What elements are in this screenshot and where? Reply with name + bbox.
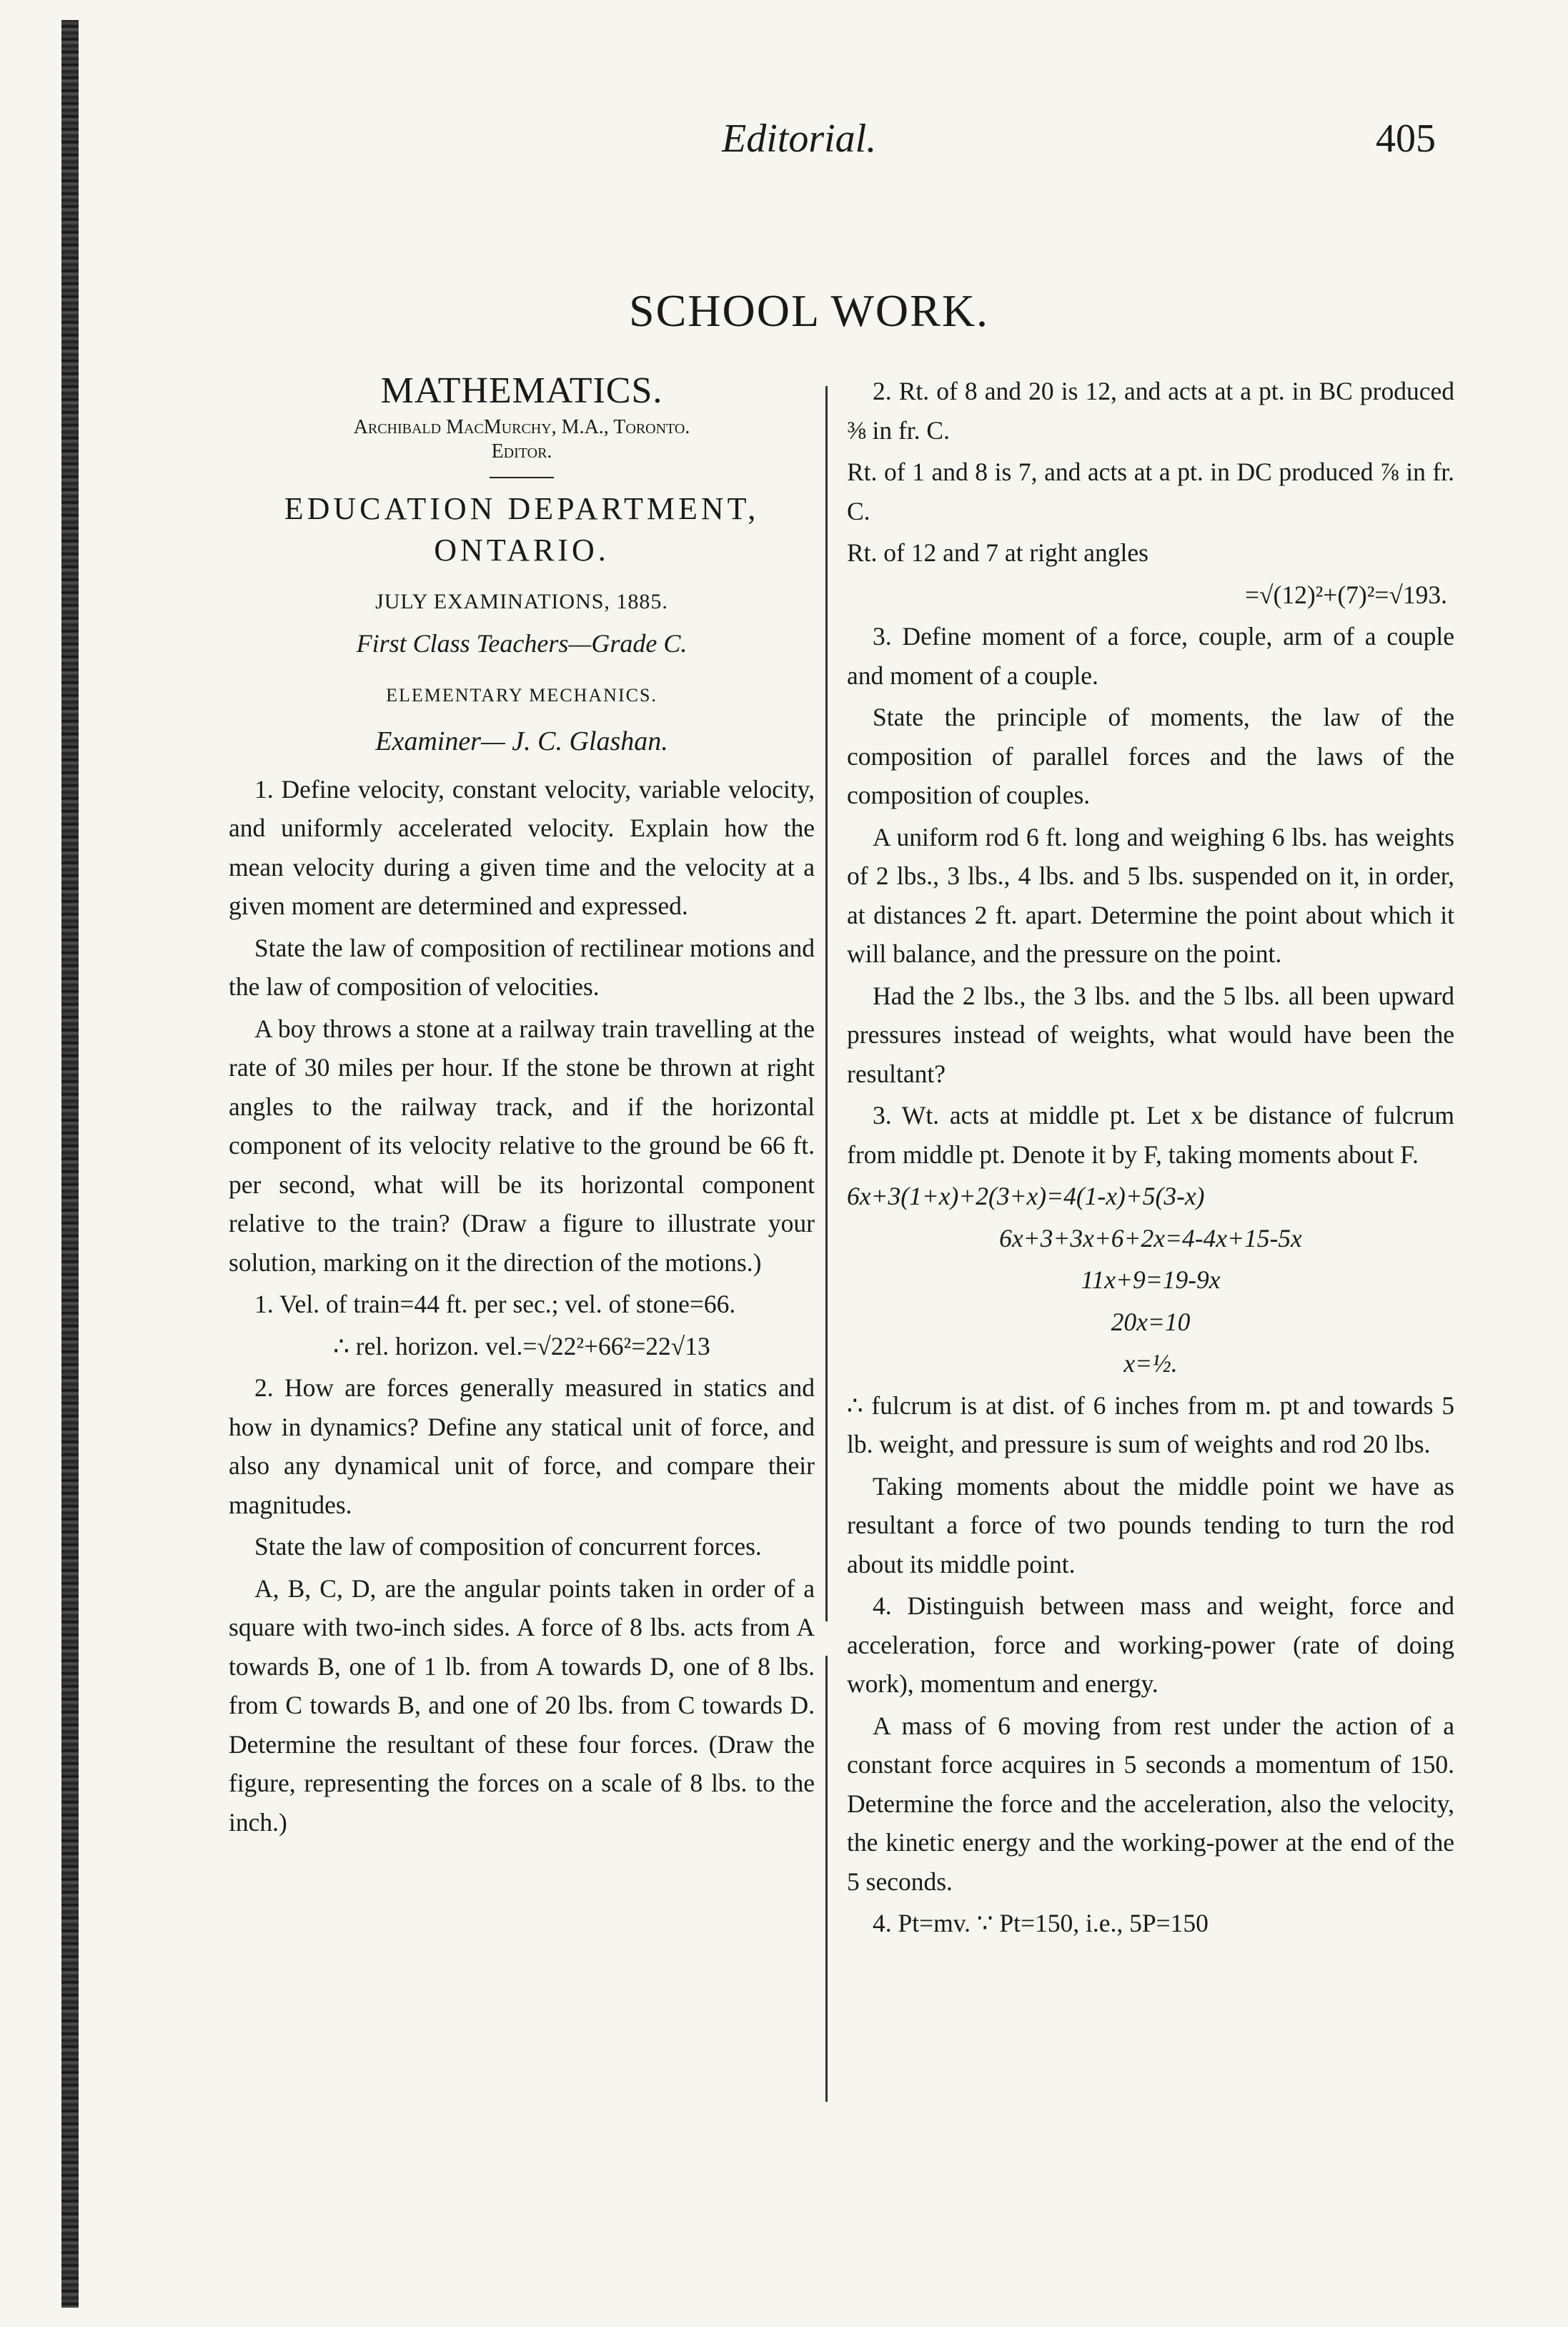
question-paragraph: 2. How are forces generally measured in statics and how in dynamics? Define any statical unit of force, and also any dynamical unit of force, and compare their magnitudes. bbox=[229, 1373, 815, 1519]
answer-equation: x=½. bbox=[1123, 1349, 1178, 1378]
section-title: SCHOOL WORK. bbox=[629, 285, 990, 336]
question-paragraph: State the law of composition of rectilinear motions and the law of composition of velocities. bbox=[229, 933, 815, 1001]
question-paragraph: 1. Define velocity, constant velocity, variable velocity, and uniformly accelerated velocity. Explain how the mean velocity during a given time and the velocity at a given moment are determined and expressed. bbox=[229, 774, 815, 920]
answer-equation: =√(12)²+(7)²=√193. bbox=[1245, 580, 1447, 609]
running-head: Editorial. bbox=[722, 117, 877, 161]
exam-subject: ELEMENTARY MECHANICS. bbox=[386, 684, 658, 706]
question-paragraph: A boy throws a stone at a railway train travelling at the rate of 30 miles per hour. If the stone be thrown at right angles to the railway track, and if the horizontal component of its velocity relative to the ground be 66 ft. per second, what will be its horizontal component relative to the train? (Draw a figure to illustrate your solution, marking on it the direction of the motions.) bbox=[229, 1014, 815, 1277]
answer-equation: 11x+9=19-9x bbox=[1081, 1265, 1221, 1294]
answer-paragraph: Rt. of 1 and 8 is 7, and acts at a pt. in DC produced ⅞ in fr. C. bbox=[847, 458, 1454, 525]
answer-paragraph: 1. Vel. of train=44 ft. per sec.; vel. of stone=66. bbox=[254, 1290, 736, 1318]
question-paragraph: A, B, C, D, are the angular points taken in order of a square with two-inch sides. A force of 8 lbs. acts from A towards B, one of 1 lb. from A towards D, one of 8 lbs. from C towards B, and one of 20 lbs. from C towards D. Determine the resultant of these four forces. (Draw the figure, representing the forces on a scale of 8 lbs. to the inch.) bbox=[229, 1573, 815, 1837]
exam-title: JULY EXAMINATIONS, 1885. bbox=[375, 589, 668, 613]
question-paragraph: Had the 2 lbs., the 3 lbs. and the 5 lbs. all been upward pressures instead of weights, what would have been the resultant? bbox=[847, 981, 1454, 1088]
answer-paragraph: Rt. of 12 and 7 at right angles bbox=[847, 538, 1148, 567]
department-line-1: EDUCATION DEPARTMENT, bbox=[284, 490, 760, 526]
editor-line: Archibald MacMurchy, M.A., Toronto. bbox=[353, 415, 690, 438]
grade-line: First Class Teachers—Grade C. bbox=[356, 629, 688, 658]
question-paragraph: State the principle of moments, the law of the composition of parallel forces and the laws of the composition of couples. bbox=[847, 703, 1454, 809]
answer-equation: 20x=10 bbox=[1111, 1307, 1191, 1336]
heading-rule bbox=[490, 477, 554, 478]
answer-equation: ∴ rel. horizon. vel.=√22²+66²=22√13 bbox=[333, 1331, 710, 1360]
subject-heading: MATHEMATICS. bbox=[380, 370, 663, 411]
answer-paragraph: 4. Pt=mv. ∵ Pt=150, i.e., 5P=150 bbox=[873, 1909, 1209, 1937]
department-line-2: ONTARIO. bbox=[434, 532, 610, 568]
answer-equation: 6x+3+3x+6+2x=4-4x+15-5x bbox=[999, 1223, 1302, 1253]
page-number: 405 bbox=[1376, 117, 1436, 161]
question-paragraph: State the law of composition of concurrent forces. bbox=[254, 1532, 762, 1561]
left-column bbox=[229, 372, 815, 1844]
answer-paragraph: 2. Rt. of 8 and 20 is 12, and acts at a pt. in BC produced ⅜ in fr. C. bbox=[847, 377, 1454, 445]
right-column bbox=[847, 372, 1454, 1946]
question-paragraph: A mass of 6 moving from rest under the action of a constant force acquires in 5 seconds a momentum of 150. Determine the force and the acceleration, also the velocity, the kinetic energy and the working-power at the end of the 5 seconds. bbox=[847, 1711, 1454, 1896]
column-divider bbox=[825, 386, 828, 2102]
examiner-line: Examiner— J. C. Glashan. bbox=[375, 726, 668, 756]
answer-equation: 6x+3(1+x)+2(3+x)=4(1-x)+5(3-x) bbox=[847, 1182, 1205, 1210]
answer-paragraph: ∴ fulcrum is at dist. of 6 inches from m. pt and towards 5 lb. weight, and pressure is sum of weights and rod 20 lbs. bbox=[847, 1390, 1454, 1458]
answer-paragraph: 3. Wt. acts at middle pt. Let x be distance of fulcrum from middle pt. Denote it by F, taking moments about F. bbox=[847, 1101, 1454, 1169]
book-spine-edge bbox=[61, 20, 79, 2308]
question-paragraph: A uniform rod 6 ft. long and weighing 6 lbs. has weights of 2 lbs., 3 lbs., 4 lbs. and 5 lbs. suspended on it, in order, at distances 2 ft. apart. Determine the point about which it will balance, and the pressure on the point. bbox=[847, 822, 1454, 968]
editor-role: Editor. bbox=[491, 440, 552, 463]
question-paragraph: 4. Distinguish between mass and weight, force and acceleration, force and working-power (rate of doing work), momentum and energy. bbox=[847, 1591, 1454, 1698]
answer-paragraph: Taking moments about the middle point we have as resultant a force of two pounds tending to turn the rod about its middle point. bbox=[847, 1471, 1454, 1578]
question-paragraph: 3. Define moment of a force, couple, arm of a couple and moment of a couple. bbox=[847, 622, 1454, 690]
